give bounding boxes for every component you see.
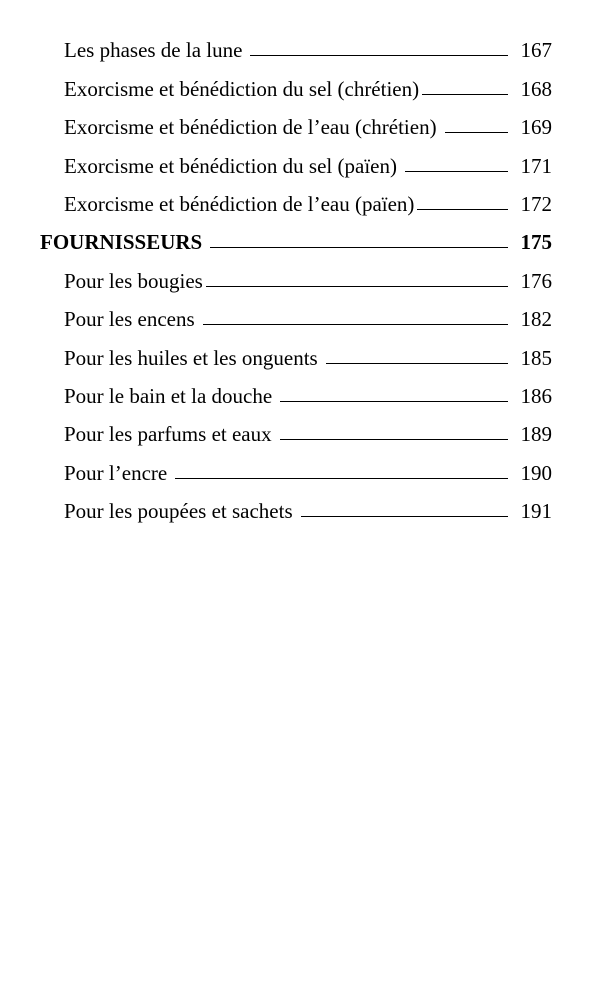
toc-entry-page: 185 [520, 345, 552, 370]
dot-leader [250, 55, 508, 56]
dot-leader [203, 324, 508, 325]
dot-leader [326, 363, 508, 364]
toc-section-fournisseurs [0, 216, 600, 254]
toc-entry-title: Pour les bougies [64, 268, 203, 293]
toc-section-title: FOURNISSEURS [40, 230, 203, 255]
toc-entry-title: Exorcisme et bénédiction de l’eau (chrétien) [64, 115, 437, 140]
toc-entry-title: Pour l’encre [64, 460, 168, 485]
toc-entry-page: 169 [520, 115, 552, 140]
toc-entry-bain-douche [0, 370, 600, 408]
toc-entry-sel-chretien [0, 62, 600, 100]
toc-entry-eau-paien [0, 178, 600, 216]
toc-entry-huiles-onguents [0, 331, 600, 369]
toc-entry-parfums-eaux [0, 408, 600, 446]
toc-entry-page: 182 [520, 307, 552, 332]
toc-entry-poupees-sachets [0, 485, 600, 523]
dot-leader [445, 132, 508, 133]
dot-leader [280, 439, 508, 440]
toc-entry-page: 191 [520, 499, 552, 524]
toc-entry-sel-paien [0, 139, 600, 177]
table-of-contents [0, 24, 600, 523]
toc-entry-title: Pour le bain et la douche [64, 383, 273, 408]
toc-entry-encens [0, 293, 600, 331]
dot-leader [417, 209, 508, 210]
toc-entry-phases-lune [0, 24, 600, 62]
toc-entry-encre [0, 446, 600, 484]
dot-leader [405, 171, 508, 172]
toc-entry-page: 189 [520, 422, 552, 447]
toc-entry-bougies [0, 254, 600, 292]
toc-entry-page: 186 [520, 383, 552, 408]
toc-entry-title: Exorcisme et bénédiction de l’eau (païen) [64, 191, 415, 216]
toc-entry-page: 171 [520, 153, 552, 178]
toc-entry-title: Pour les parfums et eaux [64, 422, 272, 447]
dot-leader [175, 478, 508, 479]
toc-entry-page: 190 [520, 460, 552, 485]
dot-leader [280, 401, 508, 402]
dot-leader [210, 247, 508, 248]
toc-entry-title: Pour les huiles et les onguents [64, 345, 318, 370]
dot-leader [206, 286, 508, 287]
toc-section-page: 175 [520, 230, 552, 255]
toc-entry-page: 176 [520, 268, 552, 293]
dot-leader [422, 94, 508, 95]
toc-entry-page: 168 [520, 76, 552, 101]
toc-entry-eau-chretien [0, 101, 600, 139]
toc-entry-title: Exorcisme et bénédiction du sel (chrétien) [64, 76, 420, 101]
toc-entry-title: Pour les poupées et sachets [64, 499, 293, 524]
toc-entry-title: Exorcisme et bénédiction du sel (païen) [64, 153, 397, 178]
toc-entry-title: Pour les encens [64, 307, 195, 332]
dot-leader [301, 516, 508, 517]
toc-entry-page: 167 [520, 38, 552, 63]
toc-entry-title: Les phases de la lune [64, 38, 243, 63]
toc-entry-page: 172 [520, 191, 552, 216]
